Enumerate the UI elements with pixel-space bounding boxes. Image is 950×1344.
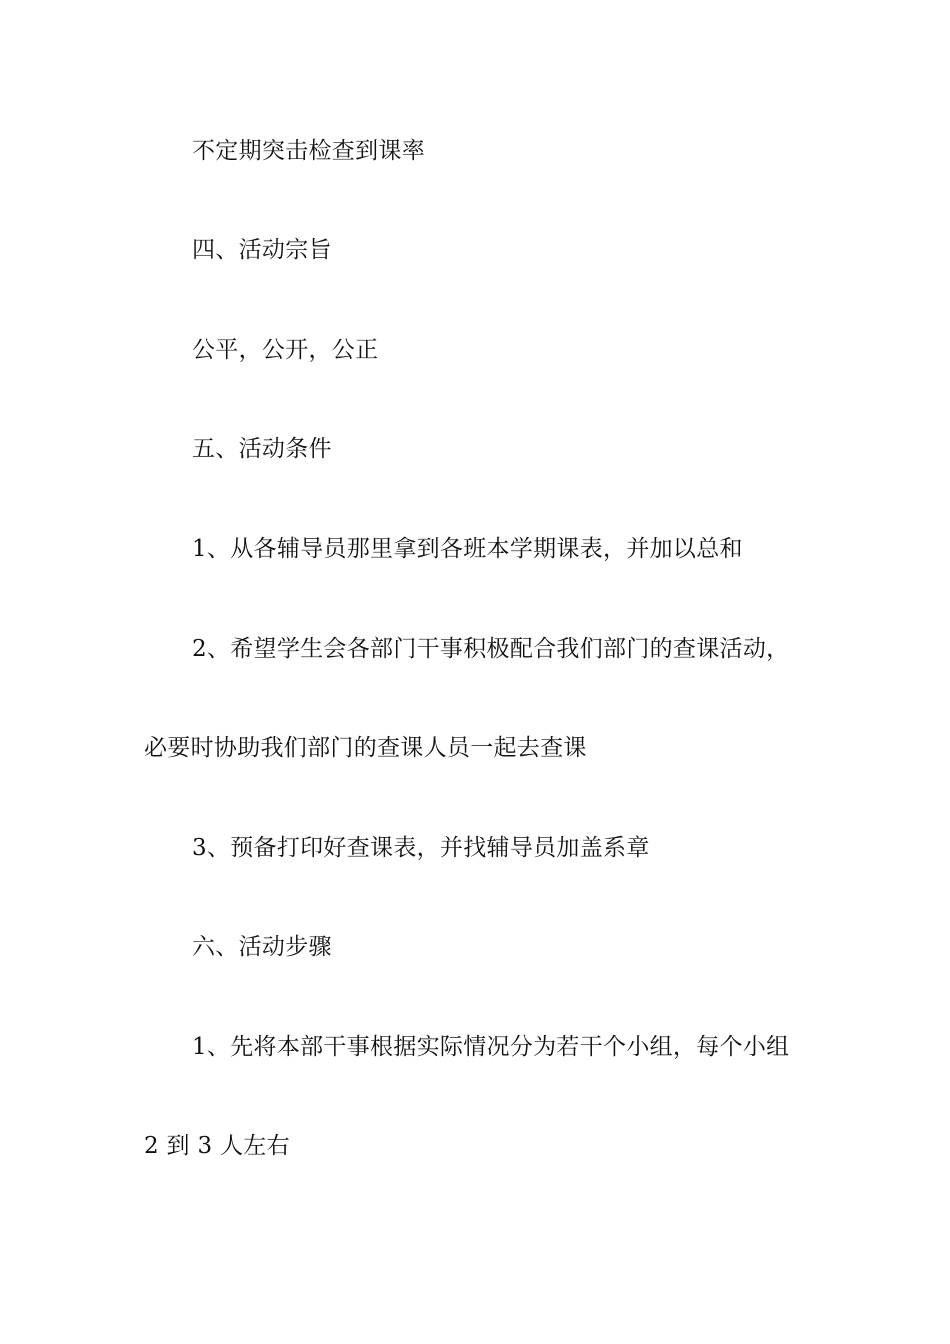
paragraph-fairness: 公平，公开，公正 <box>192 337 379 363</box>
heading-activity-steps: 六、活动步骤 <box>192 934 332 960</box>
list-item-condition-2-continued: 必要时协助我们部门的查课人员一起去查课 <box>144 735 587 761</box>
paragraph-spot-check: 不定期突击检查到课率 <box>192 138 425 164</box>
list-item-condition-1: 1、从各辅导员那里拿到各班本学期课表，并加以总和 <box>192 536 743 562</box>
list-item-step-1: 1、先将本部干事根据实际情况分为若干个小组，每个小组 <box>192 1034 790 1060</box>
list-item-condition-3: 3、预备打印好查课表，并找辅导员加盖系章 <box>192 835 650 861</box>
heading-activity-conditions: 五、活动条件 <box>192 436 332 462</box>
heading-activity-purpose: 四、活动宗旨 <box>192 237 332 263</box>
list-item-step-1-continued: 2 到 3 人左右 <box>144 1133 290 1159</box>
list-item-condition-2: 2、希望学生会各部门干事积极配合我们部门的查课活动， <box>192 636 790 662</box>
